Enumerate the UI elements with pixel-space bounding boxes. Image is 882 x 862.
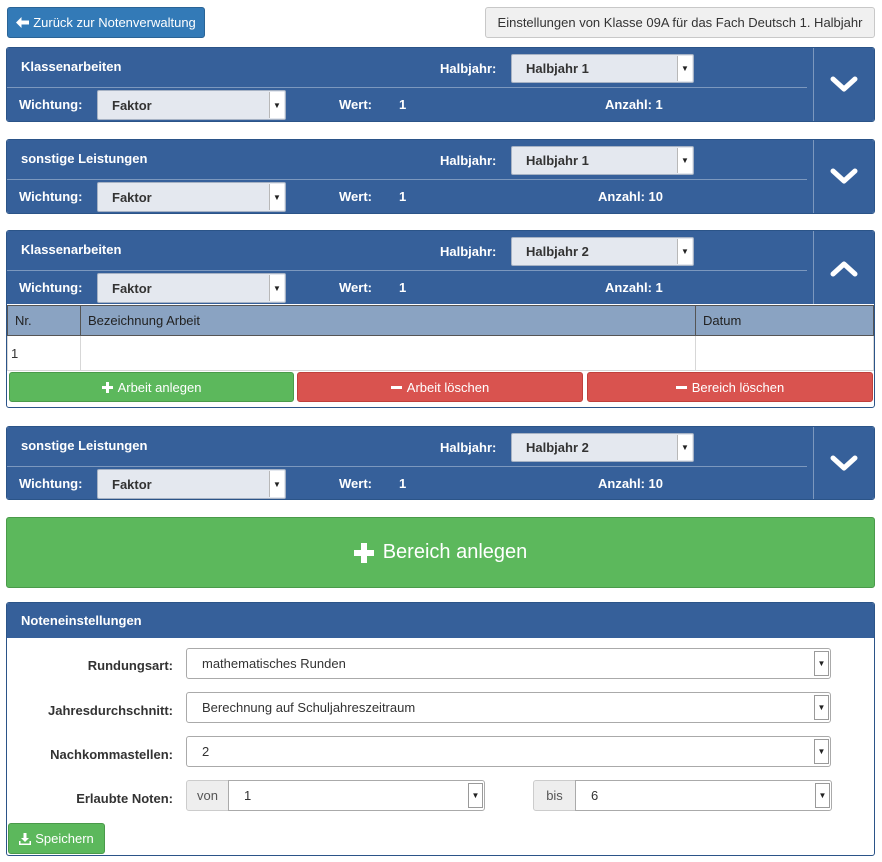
caret-down-icon[interactable]: ▼ <box>677 56 692 81</box>
wert-label: Wert: <box>339 97 372 112</box>
save-button[interactable] <box>8 823 105 854</box>
annual-average-select[interactable] <box>186 692 831 723</box>
wichtung-value: Faktor <box>112 189 152 205</box>
chevron-up-icon <box>830 258 858 278</box>
halbjahr-label: Halbjahr: <box>440 61 497 76</box>
annual-average-value: Berechnung auf Schuljahreszeitraum <box>202 700 416 715</box>
grade-to-value: 6 <box>591 788 599 803</box>
halbjahr-value: Halbjahr 1 <box>526 61 589 76</box>
halbjahr-select[interactable] <box>511 433 694 462</box>
caret-down-icon[interactable]: ▼ <box>815 783 830 808</box>
caret-down-icon[interactable]: ▼ <box>269 184 284 210</box>
section-toggle-button[interactable] <box>813 140 874 213</box>
rounding-select[interactable] <box>186 648 831 679</box>
from-addon <box>186 780 229 811</box>
delete-section-label: Bereich löschen <box>691 379 785 395</box>
caret-down-icon[interactable]: ▼ <box>814 651 829 676</box>
section-panel-1 <box>6 47 875 122</box>
delete-work-label: Arbeit löschen <box>406 379 490 395</box>
caret-down-icon[interactable]: ▼ <box>269 471 284 497</box>
wert-label: Wert: <box>339 476 372 491</box>
rounding-value: mathematisches Runden <box>202 656 346 671</box>
halbjahr-label: Halbjahr: <box>440 244 497 259</box>
section-title: Klassenarbeiten <box>21 59 122 74</box>
arrow-left-icon <box>16 17 29 28</box>
back-to-grades-button[interactable] <box>7 7 205 38</box>
chevron-down-icon <box>830 454 858 474</box>
section-title: sonstige Leistungen <box>21 438 148 453</box>
section-header <box>7 140 874 213</box>
anzahl-value: Anzahl: 1 <box>605 97 663 112</box>
grade-settings-panel <box>6 602 875 856</box>
wichtung-label: Wichtung: <box>19 280 83 295</box>
grade-from-value: 1 <box>244 788 252 803</box>
section-header <box>7 48 874 121</box>
section-divider <box>7 87 807 88</box>
allowed-grades-label: Erlaubte Noten: <box>76 791 173 806</box>
minus-icon <box>391 382 402 393</box>
section-panel-2 <box>6 139 875 214</box>
halbjahr-value: Halbjahr 2 <box>526 440 589 455</box>
plus-icon <box>354 543 374 563</box>
anzahl-value: Anzahl: 10 <box>598 189 664 204</box>
wert-label: Wert: <box>339 189 372 204</box>
caret-down-icon[interactable]: ▼ <box>269 92 284 118</box>
arbeiten-table <box>7 305 874 371</box>
column-header-datum: Datum <box>696 306 874 336</box>
caret-down-icon[interactable]: ▼ <box>814 739 829 764</box>
grade-to-select[interactable] <box>575 780 832 811</box>
section-panel-3 <box>6 230 875 408</box>
wichtung-select[interactable] <box>97 469 286 499</box>
section-toggle-button[interactable] <box>813 48 874 121</box>
decimal-places-label: Nachkommastellen: <box>50 747 173 762</box>
anzahl-value: Anzahl: 1 <box>605 280 663 295</box>
anzahl-value: Anzahl: 10 <box>598 476 664 491</box>
section-header <box>7 231 874 304</box>
wichtung-value: Faktor <box>112 97 152 113</box>
wichtung-value: Faktor <box>112 280 152 296</box>
grade-from-select[interactable] <box>228 780 485 811</box>
delete-section-button[interactable] <box>587 372 873 402</box>
cell-bezeichnung[interactable] <box>81 336 696 371</box>
rounding-label: Rundungsart: <box>87 658 173 673</box>
section-divider <box>7 466 807 467</box>
caret-down-icon[interactable]: ▼ <box>468 783 483 808</box>
section-panel-4 <box>6 426 875 500</box>
section-divider <box>7 179 807 180</box>
add-work-button[interactable] <box>9 372 294 402</box>
wichtung-value: Faktor <box>112 476 152 492</box>
wichtung-label: Wichtung: <box>19 476 83 491</box>
to-label: bis <box>546 788 563 803</box>
wichtung-label: Wichtung: <box>19 189 83 204</box>
decimal-places-select[interactable] <box>186 736 831 767</box>
chevron-down-icon <box>830 167 858 187</box>
wichtung-select[interactable] <box>97 90 286 120</box>
halbjahr-value: Halbjahr 2 <box>526 244 589 259</box>
add-section-button[interactable] <box>6 517 875 588</box>
cell-datum[interactable] <box>696 336 874 371</box>
caret-down-icon[interactable]: ▼ <box>677 148 692 173</box>
download-icon <box>19 833 31 845</box>
grade-settings-title: Noteneinstellungen <box>7 603 874 638</box>
column-header-nr: Nr. <box>8 306 81 336</box>
delete-work-button[interactable] <box>297 372 583 402</box>
caret-down-icon[interactable]: ▼ <box>269 275 284 301</box>
wert-value: 1 <box>399 280 407 295</box>
table-header-row <box>8 306 874 336</box>
back-button-label: Zurück zur Notenverwaltung <box>33 15 196 30</box>
caret-down-icon[interactable]: ▼ <box>814 695 829 720</box>
halbjahr-label: Halbjahr: <box>440 440 497 455</box>
table-row[interactable] <box>8 336 874 371</box>
decimal-places-value: 2 <box>202 744 210 759</box>
from-label: von <box>197 788 218 803</box>
halbjahr-label: Halbjahr: <box>440 153 497 168</box>
wichtung-select[interactable] <box>97 182 286 212</box>
add-section-label: Bereich anlegen <box>382 541 528 563</box>
class-subject-info-button[interactable] <box>485 7 875 38</box>
cell-nr: 1 <box>8 336 81 371</box>
halbjahr-select[interactable] <box>511 54 694 83</box>
section-header <box>7 427 874 500</box>
annual-average-label: Jahresdurchschnitt: <box>48 703 173 718</box>
wichtung-select[interactable] <box>97 273 286 303</box>
section-toggle-button[interactable] <box>813 231 874 304</box>
wert-value: 1 <box>399 189 407 204</box>
caret-down-icon[interactable]: ▼ <box>677 239 692 264</box>
wert-value: 1 <box>399 476 407 491</box>
chevron-down-icon <box>830 75 858 95</box>
wert-value: 1 <box>399 97 407 112</box>
section-toggle-button[interactable] <box>813 427 874 500</box>
info-button-label: Einstellungen von Klasse 09A für das Fach Deutsch 1. Halbjahr <box>497 15 863 30</box>
wert-label: Wert: <box>339 280 372 295</box>
column-header-bezeichnung: Bezeichnung Arbeit <box>81 306 696 336</box>
wichtung-label: Wichtung: <box>19 97 83 112</box>
minus-icon <box>676 382 687 393</box>
halbjahr-select[interactable] <box>511 237 694 266</box>
add-work-label: Arbeit anlegen <box>117 379 202 395</box>
halbjahr-select[interactable] <box>511 146 694 175</box>
to-addon <box>533 780 576 811</box>
section-divider <box>7 270 807 271</box>
plus-icon <box>102 382 113 393</box>
caret-down-icon[interactable]: ▼ <box>677 435 692 460</box>
section-title: sonstige Leistungen <box>21 151 148 166</box>
section-title: Klassenarbeiten <box>21 242 122 257</box>
save-label: Speichern <box>35 831 94 846</box>
halbjahr-value: Halbjahr 1 <box>526 153 589 168</box>
